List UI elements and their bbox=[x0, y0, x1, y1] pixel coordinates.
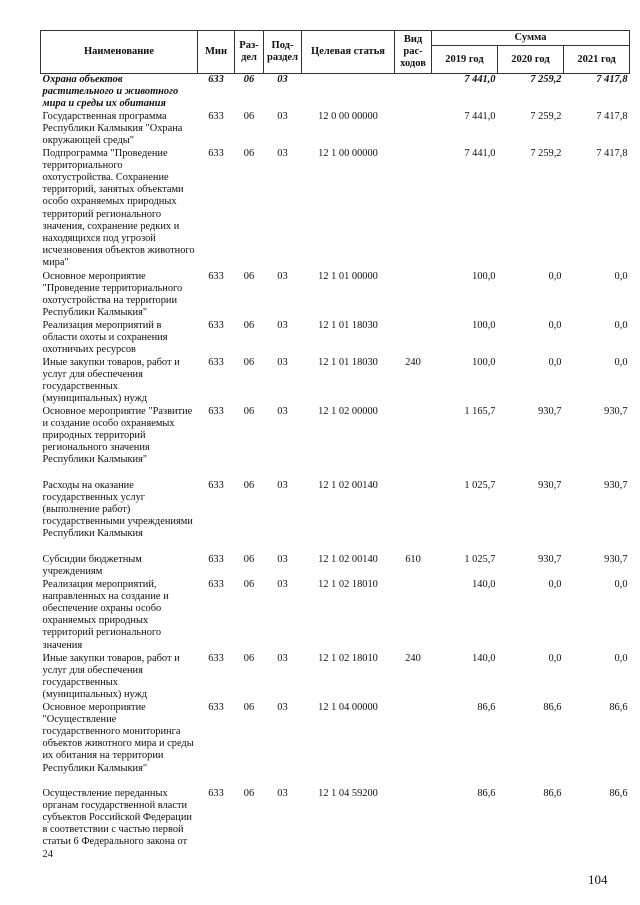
row-sum-2020: 0,0 bbox=[548, 319, 562, 331]
row-podrazdel: 03 bbox=[277, 110, 288, 122]
row-vid bbox=[395, 406, 432, 480]
row-razdel: 06 bbox=[243, 787, 255, 799]
page-number: 104 bbox=[588, 872, 608, 887]
table-row bbox=[41, 579, 630, 653]
row-min: 633 bbox=[208, 147, 224, 159]
row-sum-2021: 0,0 bbox=[614, 319, 628, 331]
row-podrazdel: 03 bbox=[277, 578, 288, 590]
row-sum-2019: 7 441,0 bbox=[464, 110, 496, 122]
table-row bbox=[41, 320, 630, 357]
row-min: 633 bbox=[208, 578, 224, 590]
row-vid bbox=[395, 271, 432, 320]
row-vid bbox=[395, 480, 432, 554]
row-razdel: 06 bbox=[243, 110, 255, 122]
row-podrazdel: 03 bbox=[277, 319, 288, 331]
table-row bbox=[41, 148, 630, 271]
row-sum-2019: 7 441,0 bbox=[464, 147, 496, 159]
row-name: Подпрограмма "Проведение территориального охотустройства. Сохранение территорий, занятых объектами особо охраняемых природных территорий регионального значения, сохранение редких и находящихся под угрозой исчезновения объектов животного мира" bbox=[42, 147, 195, 269]
header-podrazdel: Под-раздел bbox=[264, 31, 302, 74]
header-min: Мин bbox=[198, 31, 235, 74]
row-name: Расходы на оказание государственных услуг (выполнение работ) государственными учреждениями Республики Калмыкия bbox=[42, 479, 193, 540]
table-row bbox=[41, 74, 630, 111]
row-podrazdel: 03 bbox=[277, 405, 288, 417]
row-sum-2021: 86,6 bbox=[609, 701, 628, 713]
table-row bbox=[41, 788, 630, 862]
row-razdel: 06 bbox=[243, 319, 255, 331]
row-target: 12 1 01 18030 bbox=[318, 356, 378, 368]
row-target: 12 1 01 00000 bbox=[318, 270, 378, 282]
row-sum-2020: 7 259,2 bbox=[530, 74, 562, 85]
row-sum-2021: 0,0 bbox=[614, 356, 628, 368]
row-sum-2019: 1 165,7 bbox=[464, 405, 496, 417]
row-sum-2019: 100,0 bbox=[472, 356, 496, 368]
row-sum-2020: 0,0 bbox=[548, 578, 562, 590]
row-name: Субсидии бюджетным учреждениям bbox=[42, 553, 142, 577]
table-row bbox=[41, 702, 630, 788]
row-vid bbox=[395, 702, 432, 788]
row-target: 12 0 00 00000 bbox=[318, 110, 378, 122]
row-name: Охрана объектов растительного и животного мира и среды их обитания bbox=[42, 74, 179, 110]
row-min: 633 bbox=[208, 270, 224, 282]
row-min: 633 bbox=[208, 356, 224, 368]
row-razdel: 06 bbox=[243, 578, 255, 590]
row-min: 633 bbox=[208, 787, 224, 799]
row-min: 633 bbox=[208, 319, 224, 331]
row-target: 12 1 04 59200 bbox=[318, 787, 378, 799]
row-target: 12 1 02 18010 bbox=[318, 578, 378, 590]
row-sum-2020: 930,7 bbox=[538, 479, 562, 491]
budget-table bbox=[40, 30, 630, 862]
row-sum-2019: 100,0 bbox=[472, 270, 496, 282]
header-year-2020: 2020 год bbox=[498, 46, 564, 74]
row-podrazdel: 03 bbox=[277, 652, 288, 664]
row-sum-2020: 7 259,2 bbox=[530, 147, 562, 159]
header-vid: Вид рас-ходов bbox=[395, 31, 432, 74]
row-razdel: 06 bbox=[243, 701, 255, 713]
row-sum-2019: 140,0 bbox=[472, 652, 496, 664]
header-year-2021: 2021 год bbox=[564, 46, 630, 74]
row-sum-2021: 7 417,8 bbox=[596, 74, 628, 85]
row-name: Основное мероприятие "Проведение территориального охотустройства на территории Республики Калмыкия" bbox=[42, 270, 183, 319]
row-min: 633 bbox=[208, 701, 224, 713]
row-sum-2021: 0,0 bbox=[614, 578, 628, 590]
table-row bbox=[41, 554, 630, 579]
table-body bbox=[41, 74, 630, 862]
table-row bbox=[41, 111, 630, 148]
row-target bbox=[302, 74, 395, 111]
row-podrazdel: 03 bbox=[277, 270, 288, 282]
row-name: Основное мероприятие "Развитие и создание особо охраняемых природных территорий регионального значения Республики Калмыкия" bbox=[42, 405, 193, 466]
row-podrazdel: 03 bbox=[277, 787, 288, 799]
row-sum-2019: 140,0 bbox=[472, 578, 496, 590]
table-row bbox=[41, 357, 630, 406]
row-vid: 240 bbox=[405, 356, 421, 368]
row-min: 633 bbox=[208, 110, 224, 122]
row-razdel: 06 bbox=[243, 270, 255, 282]
row-name: Государственная программа Республики Калмыкия "Охрана окружающей среды" bbox=[42, 110, 183, 147]
row-sum-2021: 0,0 bbox=[614, 652, 628, 664]
row-sum-2020: 0,0 bbox=[548, 652, 562, 664]
row-sum-2020: 0,0 bbox=[548, 270, 562, 282]
row-vid bbox=[395, 579, 432, 653]
row-vid bbox=[395, 74, 432, 111]
row-target: 12 1 02 00140 bbox=[318, 553, 378, 565]
row-sum-2020: 0,0 bbox=[548, 356, 562, 368]
row-name: Осуществление переданных органам государственной власти субъектов Российской Федерации в соответствии с частью первой статьи 6 Федерального закона от 24 bbox=[42, 787, 192, 860]
row-vid bbox=[395, 148, 432, 271]
row-sum-2020: 86,6 bbox=[543, 787, 562, 799]
row-vid bbox=[395, 788, 432, 862]
row-name: Иные закупки товаров, работ и услуг для обеспечения государственных (муниципальных) нужд bbox=[42, 652, 180, 701]
row-sum-2021: 7 417,8 bbox=[596, 147, 628, 159]
row-sum-2019: 86,6 bbox=[477, 787, 496, 799]
row-sum-2021: 86,6 bbox=[609, 787, 628, 799]
row-podrazdel: 03 bbox=[277, 356, 288, 368]
row-podrazdel: 03 bbox=[277, 147, 288, 159]
row-razdel: 06 bbox=[243, 74, 255, 85]
row-min: 633 bbox=[208, 553, 224, 565]
row-razdel: 06 bbox=[243, 405, 255, 417]
row-vid bbox=[395, 320, 432, 357]
row-target: 12 1 02 00140 bbox=[318, 479, 378, 491]
row-sum-2021: 7 417,8 bbox=[596, 110, 628, 122]
row-sum-2019: 7 441,0 bbox=[464, 74, 496, 85]
header-sum: Сумма bbox=[432, 31, 630, 46]
table-row bbox=[41, 271, 630, 320]
header-razdel: Раз-дел bbox=[235, 31, 264, 74]
row-sum-2021: 930,7 bbox=[604, 405, 628, 417]
header-year-2019: 2019 год bbox=[432, 46, 498, 74]
table-row bbox=[41, 480, 630, 554]
row-podrazdel: 03 bbox=[277, 553, 288, 565]
row-podrazdel: 03 bbox=[277, 701, 288, 713]
row-vid bbox=[395, 111, 432, 148]
row-target: 12 1 01 18030 bbox=[318, 319, 378, 331]
row-name: Реализация мероприятий, направленных на создание и обеспечение охраны особо охраняемых природных территорий регионального значения bbox=[42, 578, 169, 651]
row-sum-2020: 930,7 bbox=[538, 553, 562, 565]
row-target: 12 1 00 00000 bbox=[318, 147, 378, 159]
row-sum-2019: 100,0 bbox=[472, 319, 496, 331]
row-sum-2019: 1 025,7 bbox=[464, 479, 496, 491]
row-razdel: 06 bbox=[243, 553, 255, 565]
row-sum-2020: 7 259,2 bbox=[530, 110, 562, 122]
row-podrazdel: 03 bbox=[277, 479, 288, 491]
row-sum-2019: 86,6 bbox=[477, 701, 496, 713]
row-sum-2021: 930,7 bbox=[604, 479, 628, 491]
row-sum-2021: 0,0 bbox=[614, 270, 628, 282]
row-target: 12 1 02 00000 bbox=[318, 405, 378, 417]
table-row bbox=[41, 406, 630, 480]
row-vid: 240 bbox=[405, 652, 421, 664]
row-sum-2021: 930,7 bbox=[604, 553, 628, 565]
table-row bbox=[41, 653, 630, 702]
row-name: Реализация мероприятий в области охоты и сохранения охотничьих ресурсов bbox=[42, 319, 168, 356]
row-target: 12 1 04 00000 bbox=[318, 701, 378, 713]
row-sum-2020: 86,6 bbox=[543, 701, 562, 713]
row-razdel: 06 bbox=[243, 356, 255, 368]
row-razdel: 06 bbox=[243, 652, 255, 664]
row-sum-2019: 1 025,7 bbox=[464, 553, 496, 565]
row-min: 633 bbox=[208, 652, 224, 664]
row-podrazdel: 03 bbox=[277, 74, 288, 85]
row-sum-2020: 930,7 bbox=[538, 405, 562, 417]
header-target: Целевая статья bbox=[302, 31, 395, 74]
row-razdel: 06 bbox=[243, 479, 255, 491]
row-min: 633 bbox=[208, 479, 224, 491]
row-name: Иные закупки товаров, работ и услуг для обеспечения государственных (муниципальных) нужд bbox=[42, 356, 180, 405]
row-min: 633 bbox=[208, 74, 224, 85]
row-name: Основное мероприятие "Осуществление государственного мониторинга объектов животного мира и среды их обитания на территории Республики Калмыкия" bbox=[42, 701, 194, 774]
row-min: 633 bbox=[208, 405, 224, 417]
row-vid: 610 bbox=[405, 553, 421, 565]
row-razdel: 06 bbox=[243, 147, 255, 159]
row-target: 12 1 02 18010 bbox=[318, 652, 378, 664]
header-name: Наименование bbox=[41, 31, 198, 74]
